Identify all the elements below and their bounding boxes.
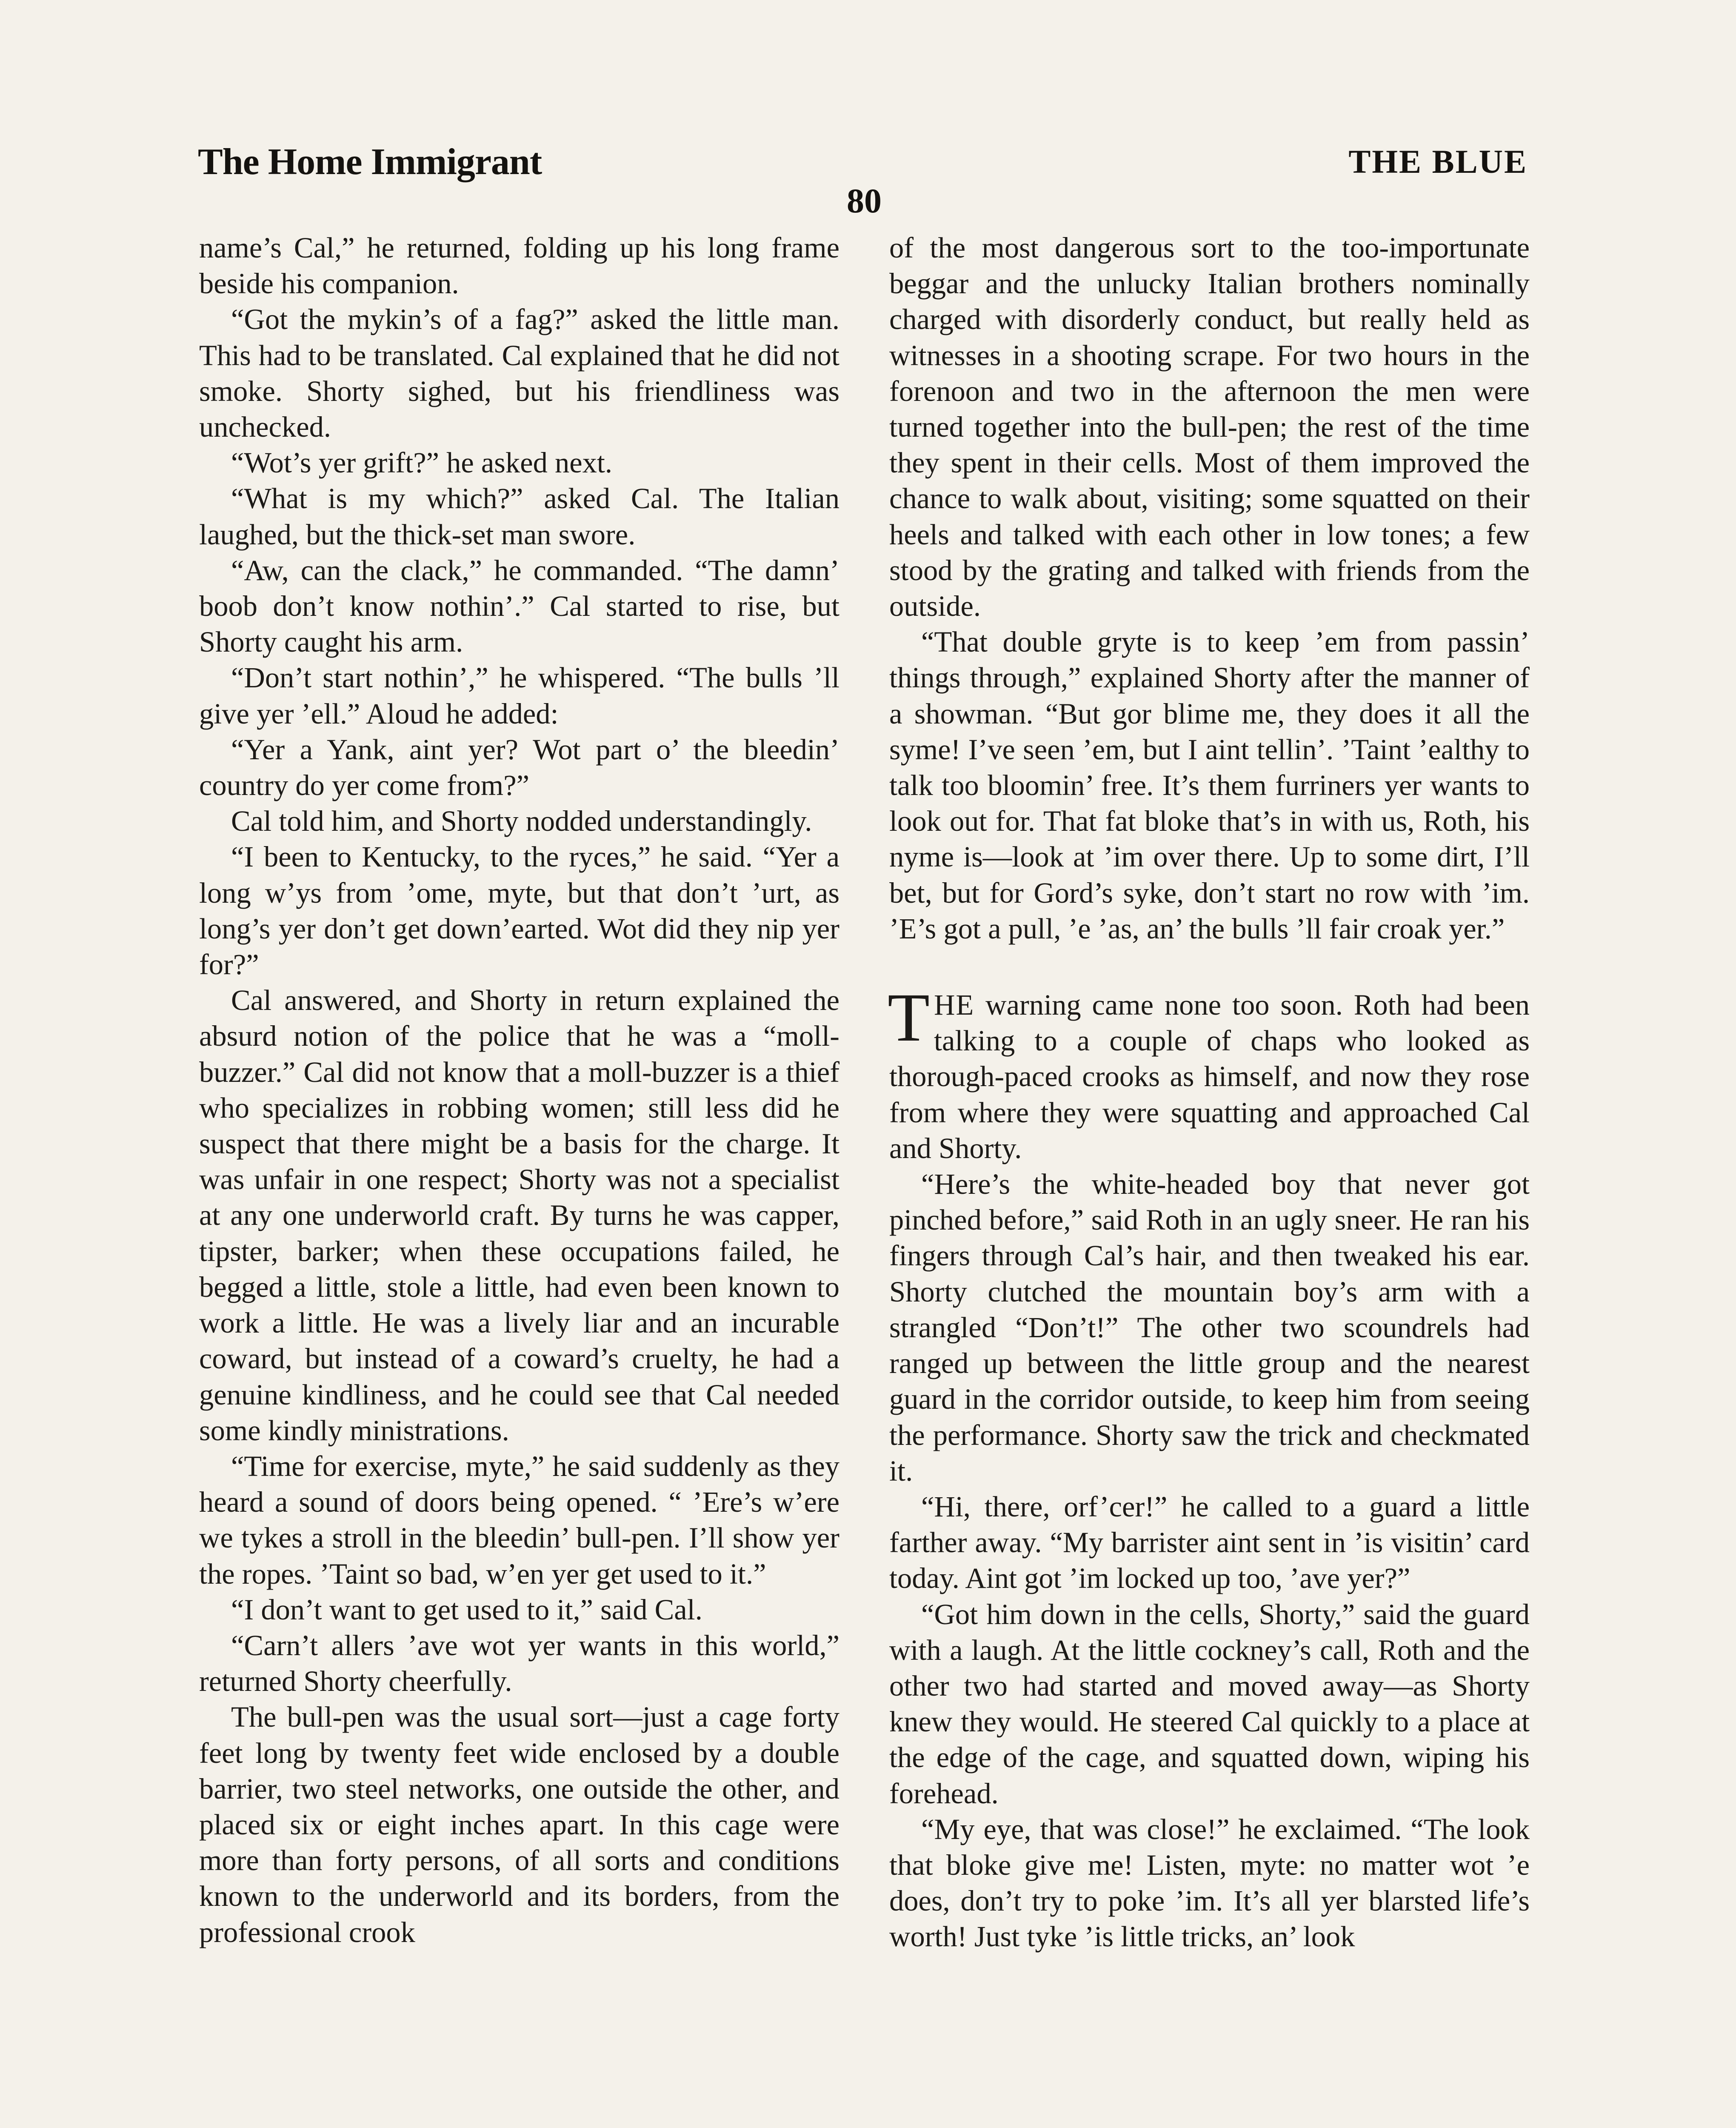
paragraph-text: warning came none too soon. Roth had been talking to a couple of chaps who looked as thorough-paced crooks as himself, and now they rose from where they were squatting and approached Cal and Shorty. [889, 989, 1530, 1164]
running-head-story-title: The Home Immigrant [198, 141, 542, 183]
left-text-column [199, 230, 839, 1950]
paragraph: of the most dangerous sort to the too-importunate beggar and the unlucky Italian brothers nominally charged with disorderly conduct, but really held as witnesses in a shooting scrape. For two hours in the forenoon and two in the afternoon the men were turned together into the bull-pen; the rest of the time they spent in their cells. Most of them improved the chance to walk about, visiting; some squatted on their heels and talked with each other in low tones; a few stood by the grating and talked with friends from the outside. [889, 232, 1530, 623]
running-head-magazine-title: THE BLUE [1348, 143, 1528, 180]
paragraph: Cal answered, and Shorty in return explained the absurd notion of the police that he was a “moll-buzzer.” Cal did not know that a moll-buzzer is a thief who specializes in robbing women; still less did he suspect that there might be a basis for the charge. It was unfair in one respect; Shorty was not a specialist at any one underworld craft. By turns he was capper, tipster, barker; when these occupations failed, he begged a little, stole a little, had even been known to work a little. He was a lively liar and an incurable coward, but instead of a coward’s cruelty, he had a genuine kindliness, and he could see that Cal needed some kindly ministrations. [199, 984, 839, 1447]
paragraph: name’s Cal,” he returned, folding up his long frame beside his companion. [199, 232, 839, 300]
small-caps-lead: HE [934, 989, 975, 1021]
paragraph: “Wot’s yer grift?” he asked next. [231, 446, 613, 479]
paragraph: “Here’s the white-headed boy that never got pinched before,” said Roth in an ugly sneer. He ran his fingers through Cal’s hair, and then tweaked his ear. Shorty clutched the mountain boy’s arm with a strangled “Don’t!” The other two scoundrels had ranged up between the little group and the nearest guard in the corridor outside, to keep him from seeing the performance. Shorty saw the trick and checkmated it. [889, 1168, 1530, 1487]
paragraph: “Hi, there, orf’cer!” he called to a guard a little farther away. “My barrister aint sent in ’is visitin’ card today. Aint got ’im locked up too, ’ave yer?” [889, 1490, 1530, 1595]
paragraph: “Aw, can the clack,” he commanded. “The damn’ boob don’t know nothin’.” Cal started to rise, but Shorty caught his arm. [199, 554, 839, 658]
section-break [889, 947, 1530, 987]
paragraph: “Got the mykin’s of a fag?” asked the little man. This had to be translated. Cal explained that he did not smoke. Shorty sighed, but his friendliness was unchecked. [199, 303, 839, 443]
paragraph: “That double gryte is to keep ’em from passin’ things through,” explained Shorty after the manner of a showman. “But gor blime me, they does it all the syme! I’ve seen ’em, but I aint tellin’. ’Taint ’ealthy to talk too bloomin’ free. It’s them furriners yer wants to look out for. That fat bloke that’s in with us, Roth, his nyme is—look at ’im over there. Up to some dirt, I’ll bet, but for Gord’s syke, don’t start no row with ’im. ’E’s got a pull, ’e ’as, an’ the bulls ’ll fair croak yer.” [889, 626, 1530, 945]
right-text-column [889, 230, 1530, 1955]
section-opening-paragraph [888, 980, 1530, 1166]
paragraph: “Time for exercise, myte,” he said suddenly as they heard a sound of doors being opened. “ ’Ere’s w’ere we tykes a stroll in the bleedin’ bull-pen. I’ll show yer the ropes. ’Taint so bad, w’en yer get used to it.” [199, 1450, 839, 1590]
paragraph: Cal told him, and Shorty nodded understandingly. [231, 805, 812, 838]
paragraph: “Carn’t allers ’ave wot yer wants in this world,” returned Shorty cheerfully. [199, 1629, 839, 1698]
paragraph: “Got him down in the cells, Shorty,” said the guard with a laugh. At the little cockney’s call, Roth and the other two had started and moved away—as Shorty knew they would. He steered Cal quickly to a place at the edge of the cage, and squatted down, wiping his forehead. [889, 1598, 1530, 1810]
paragraph: “Yer a Yank, aint yer? Wot part o’ the bleedin’ country do yer come from?” [199, 733, 839, 802]
paragraph: “My eye, that was close!” he exclaimed. “The look that bloke give me! Listen, myte: no matter wot ’e does, don’t try to poke ’im. It’s all yer blarsted life’s worth! Just tyke ’is little tricks, an’ look [889, 1813, 1530, 1953]
drop-cap-letter: T [888, 980, 930, 1056]
paragraph: “I been to Kentucky, to the ryces,” he said. “Yer a long w’ys from ’ome, myte, but that don’t ’urt, as long’s yer don’t get down’earted. Wot did they nip yer for?” [199, 841, 839, 981]
paragraph: “I don’t want to get used to it,” said Cal. [231, 1593, 702, 1626]
page-number: 80 [847, 181, 882, 220]
paragraph: The bull-pen was the usual sort—just a cage forty feet long by twenty feet wide enclosed by a double barrier, two steel networks, one outside the other, and placed six or eight inches apart. In this cage were more than forty persons, of all sorts and conditions known to the underworld and its borders, from the professional crook [199, 1701, 839, 1948]
paragraph: “Don’t start nothin’,” he whispered. “The bulls ’ll give yer ’ell.” Aloud he added: [199, 661, 839, 730]
paragraph: “What is my which?” asked Cal. The Italian laughed, but the thick-set man swore. [199, 482, 839, 551]
